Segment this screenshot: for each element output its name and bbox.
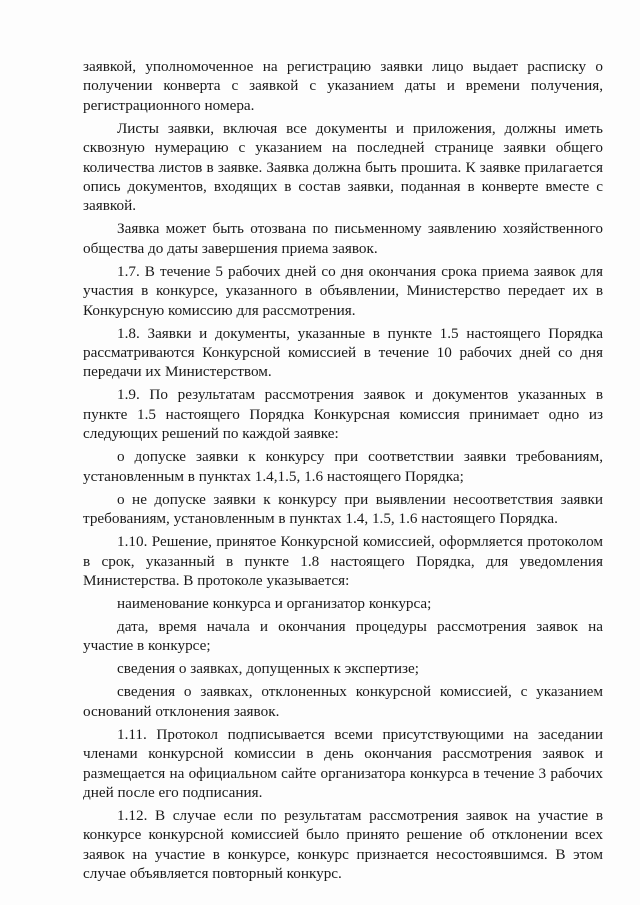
document-body: [83, 57, 603, 887]
paragraph-1-11: 1.11. Протокол подписывается всеми присутствующими на заседании членами конкурсной комиссии в день окончания рассмотрения заявок и размещается на официальном сайте организатора конкурса в течение 3 рабочих дней после его подписания.: [83, 725, 603, 801]
paragraph-1-12: 1.12. В случае если по результатам рассмотрения заявок на участие в конкурсе конкурсной комиссией было принято решение об отклонении всех заявок на участие в конкурсе, конкурс признается несостоявшимся. В этом случае объявляется повторный конкурс.: [83, 806, 603, 883]
paragraph-contest-name: наименование конкурса и организатор конкурса;: [117, 594, 432, 612]
paragraph-rejected-applications: сведения о заявках, отклоненных конкурсной комиссией, с указанием оснований отклонения заявок.: [83, 683, 603, 720]
paragraph-non-admission: о не допуске заявки к конкурсу при выявлении несоответствия заявки требованиям, установленным в пунктах 1.4, 1.5, 1.6 настоящего Порядка.: [83, 490, 603, 528]
paragraph-application-receipt: заявкой, уполномоченное на регистрацию заявки лицо выдает расписку о получении конверта с заявкой с указанием даты и времени получения, регистрационного номера.: [83, 58, 603, 114]
paragraph-admission: о допуске заявки к конкурсу при соответствии заявки требованиям, установленным в пунктах 1.4,1.5, 1.6 настоящего Порядка;: [83, 448, 603, 485]
paragraph-1-7: 1.7. В течение 5 рабочих дней со дня окончания срока приема заявок для участия в конкурсе, указанного в объявлении, Министерство передает их в Конкурсную комиссию для рассмотрения.: [83, 262, 603, 319]
paragraph-withdrawal: Заявка может быть отозвана по письменному заявлению хозяйственного общества до даты завершения приема заявок.: [83, 220, 603, 257]
paragraph-review-dates: дата, время начала и окончания процедуры рассмотрения заявок на участие в конкурсе;: [83, 617, 603, 655]
paragraph-1-8: 1.8. Заявки и документы, указанные в пункте 1.5 настоящего Порядка рассматриваются Конкурсной комиссией в течение 10 рабочих дней со дня передачи их Министерством.: [83, 324, 603, 381]
paragraph-1-10: 1.10. Решение, принятое Конкурсной комиссией, оформляется протоколом в срок, указанный в пункте 1.8 настоящего Порядка, для уведомления Министерства. В протоколе указывается:: [83, 533, 603, 589]
paragraph-sheet-numbering: Листы заявки, включая все документы и приложения, должны иметь сквозную нумерацию с указанием на последней странице заявки общего количества листов в заявке. Заявка должна быть прошита. К заявке прилагается опись документов, входящих в состав заявки, поданная в конверте вместе с заявкой.: [83, 119, 603, 215]
paragraph-1-9: 1.9. По результатам рассмотрения заявок и документов указанных в пункте 1.5 настоящего Порядка Конкурсная комиссия принимает одно из следующих решений по каждой заявке:: [83, 386, 603, 443]
paragraph-admitted-applications: сведения о заявках, допущенных к экспертизе;: [117, 660, 419, 678]
